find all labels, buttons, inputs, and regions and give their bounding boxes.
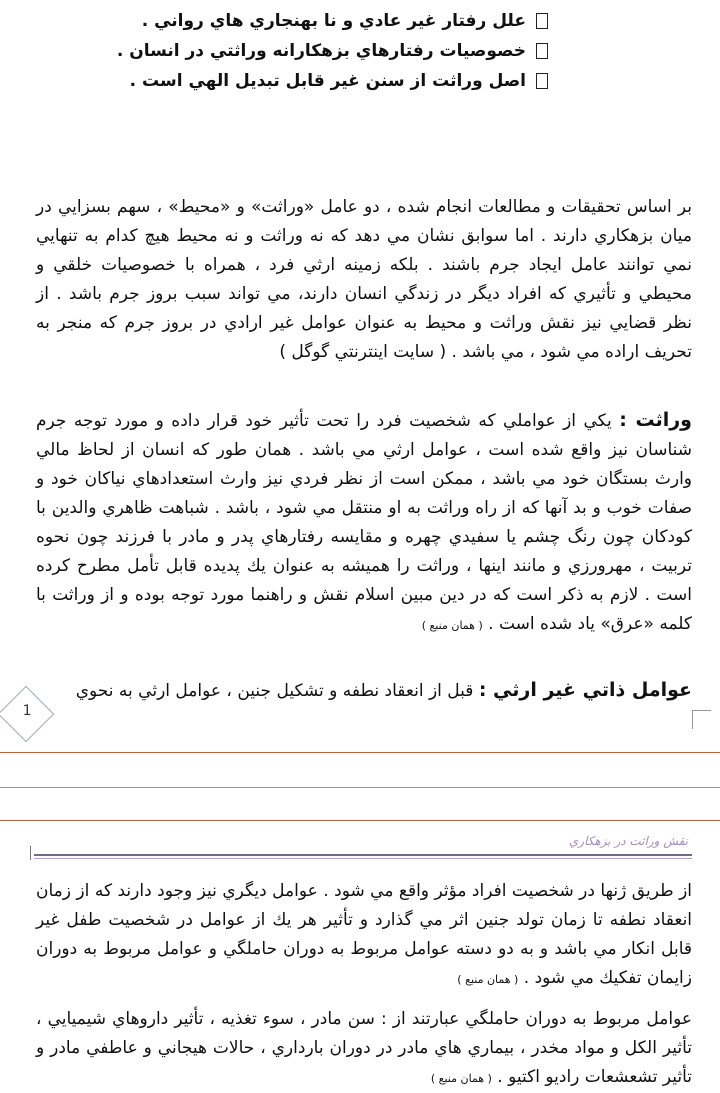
paragraph-heredity — [36, 406, 692, 640]
text-line: جرم شناسان نيز واقع شده است ، عوامل ارثي مي باشد . همان طور كه انسان از — [36, 411, 693, 460]
source-citation: ( همان منبع ) — [421, 619, 483, 632]
header-text: نقش وراثت در بزهكاري — [568, 834, 688, 848]
text-line: لحاظ مالي وارث بستگان خود مي باشد ، ممكن است از نظر فردي نيز وارث — [36, 440, 692, 489]
text-line: اينترنتي گوگل ) — [279, 342, 388, 362]
bullet-text: علل رفتار غير عادي و نا بهنجاري هاي رواني . — [141, 11, 526, 31]
header-rule-thin — [34, 858, 692, 859]
bullet-text: خصوصيات رفتارهاي بزهكارانه وراثتي در انسان . — [116, 41, 526, 61]
bullet-text: اصل وراثت از سنن غير قابل تبديل الهي است . — [129, 71, 526, 91]
text-line: و عوامل مربوط به دوران زايمان تفكيك مي شود . — [36, 939, 692, 988]
text-line: مبين اسلام نقش و راهنما مورد توجه بوده و از وراثت با كلمه «عرق» ياد شده است . — [36, 585, 692, 634]
checkbox-bullet-icon — [536, 73, 548, 89]
text-line: بسزايي در ميان بزهكاري دارند . اما سوابق نشان مي دهد كه نه وراثت و نه محيط — [36, 197, 692, 246]
paragraph-heredity-environment — [36, 193, 692, 367]
text-line: از زمان انعقاد نطفه تا زمان تولد جنين اثر مي گذارد و تأثير هر يك از عوامل در — [36, 881, 693, 930]
bullet-item — [40, 36, 548, 66]
text-line: غير ارادي در بروز جرم كه منجر به تحريف اراده مي شود ، مي باشد . ( سايت — [36, 313, 692, 362]
page-gap-rule — [0, 787, 720, 788]
text-line: هميشه به عنوان يك پديده قابل تأمل مطرح كرده است . لازم به ذكر است كه در دين — [36, 556, 692, 605]
bullet-item — [40, 66, 548, 96]
text-line: هيچ كدام به تنهايي نمي توانند عامل ايجاد جرم باشند . بلكه زمينه ارثي فرد ، همراه — [36, 226, 692, 275]
page-number: 1 — [22, 702, 32, 719]
text-line: رفتارهاي پدر و مادر با فرزند چون نحوه تربيت ، مهرورزي و مانند اينها ، وراثت را — [36, 527, 693, 576]
checkbox-bullet-icon — [536, 43, 548, 59]
paragraph-pregnancy-factors — [36, 1005, 692, 1093]
text-line: استعدادهاي نياكان خود و صفات خوب و بد آنها كه از راه وراثت به او منتقل مي شود — [36, 469, 693, 518]
header-corner-mark — [30, 846, 41, 860]
term-innate-factors: عوامل ذاتي غير ارثي : — [478, 679, 692, 701]
source-citation: ( همان منبع ) — [430, 1072, 492, 1085]
page-top-rule — [0, 820, 720, 821]
text-line: عوامل مربوط به دوران حاملگي عبارتند از : سن مادر ، سوء تغذيه ، تأثير داروهاي — [112, 1009, 692, 1029]
paragraph-innate-factors — [36, 676, 692, 706]
text-line: شخصيت طفل غير قابل انكار مي باشد و به دو دسته عوامل مربوط به دوران حاملگي — [36, 910, 692, 959]
text-line: بر اساس تحقيقات و مطالعات انجام شده ، دو عامل «وراثت» و «محيط» ، سهم — [117, 197, 692, 217]
page-header — [30, 832, 692, 856]
text-line: شيميايي ، تأثير الكل و مواد مخدر ، بيماري هاي مادر در دوران بارداري ، حالات — [36, 1009, 693, 1058]
text-line: قبل از انعقاد نطفه و تشكيل جنين ، عوامل ارثي به نحوي — [75, 681, 479, 701]
text-line: هيجاني و عاطفي مادر و تأثير تشعشعات راديو اكتيو . — [36, 1038, 692, 1087]
text-line: از طريق ژنها در شخصيت افراد مؤثر واقع مي شود . عوامل ديگري نيز وجود دارند كه — [94, 881, 692, 901]
header-rule — [34, 854, 692, 856]
page-corner-mark — [692, 710, 711, 729]
text-line: با خصوصيات خلقي و محيطي و تأثيري كه افراد ديگر در زندگي انسان دارند، مي — [36, 255, 692, 304]
page-bottom-rule — [0, 752, 720, 753]
bullet-item — [40, 6, 548, 36]
paragraph-genes — [36, 877, 692, 994]
text-line: ، باشد . شباهت ظاهري والدين با كودكان چون رنگ چشم يا سفيدي چهره و مقايسه — [36, 498, 692, 547]
text-line: تواند سبب بروز جرم باشد . از نظر قضايي نيز نقش وراثت و محيط به عنوان عوامل — [36, 284, 692, 333]
term-heredity: وراثت : — [619, 409, 692, 431]
text-line: يكي از عواملي كه شخصيت فرد را تحت تأثير خود قرار داده و مورد توجه — [73, 411, 620, 431]
checkbox-bullet-icon — [536, 13, 548, 29]
source-citation: ( همان منبع ) — [457, 973, 519, 986]
